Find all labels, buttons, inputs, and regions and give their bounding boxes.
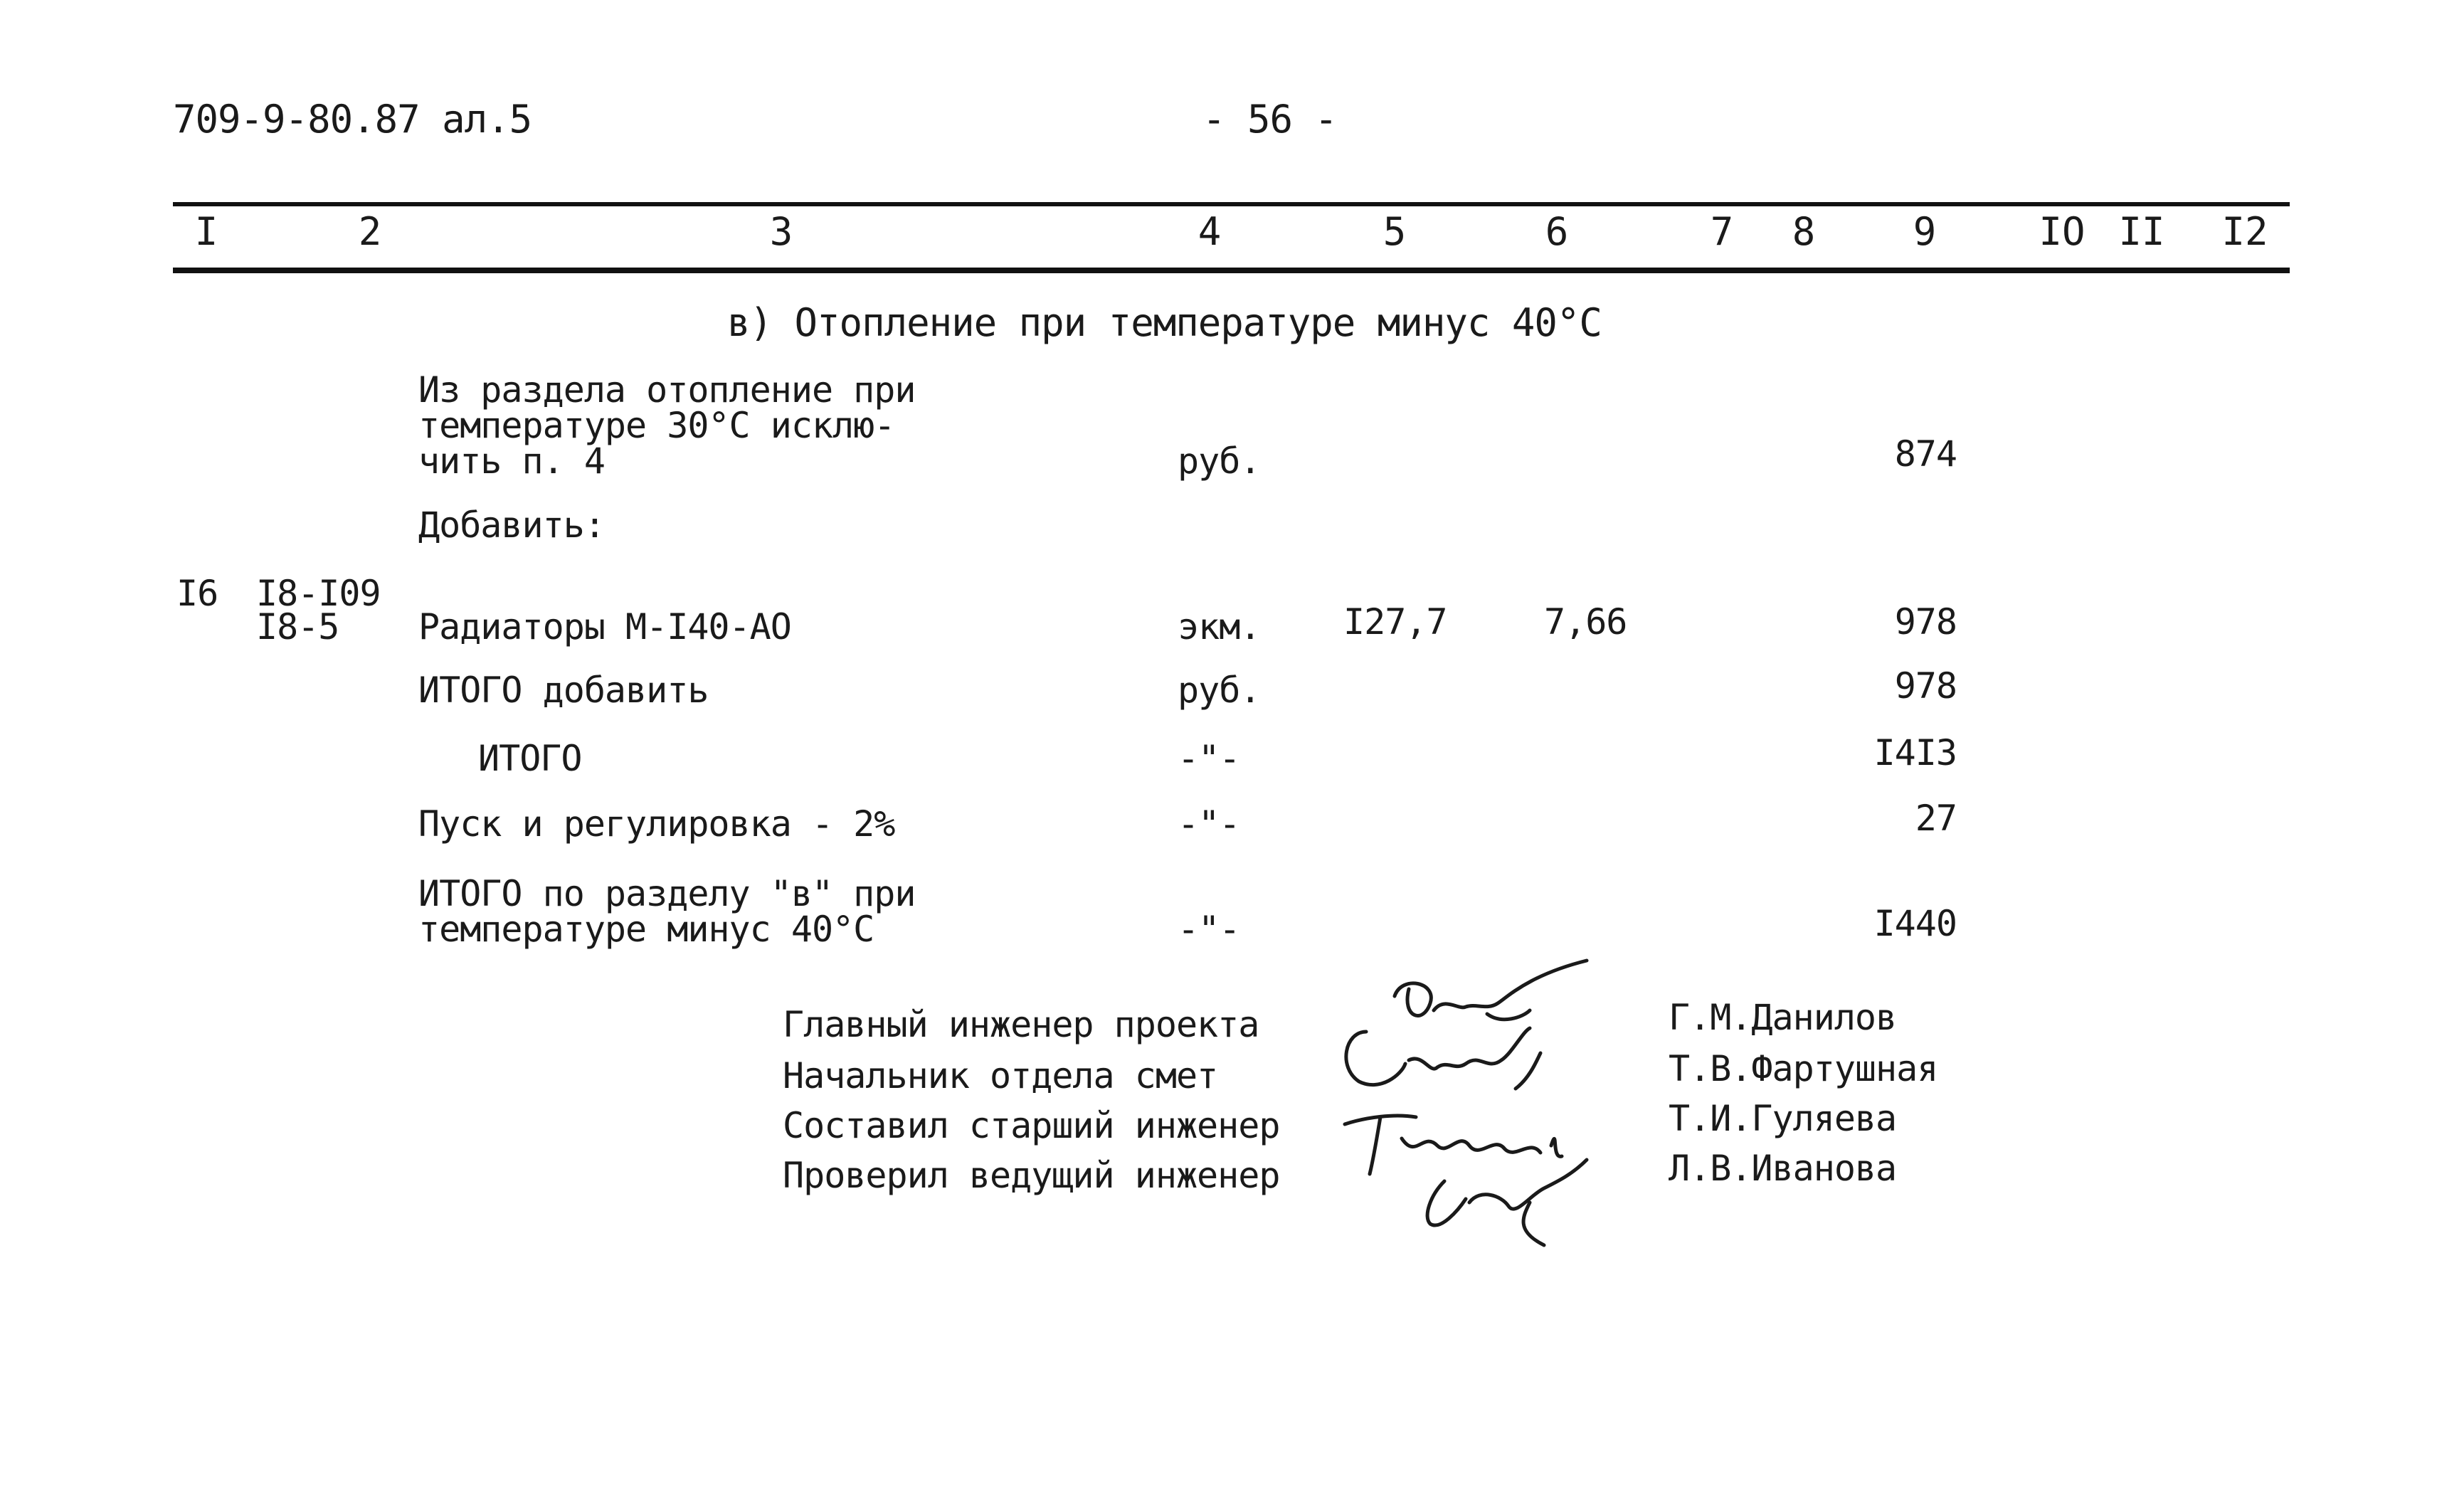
table-header-bottom-rule	[173, 268, 2290, 273]
column-header: I	[194, 209, 218, 254]
row-col6: 7,66	[1544, 601, 1627, 643]
row-unit: -"-	[1178, 803, 1240, 845]
handwritten-signatures	[1316, 946, 1615, 1252]
column-header: 2	[358, 209, 382, 254]
row-total: 874	[1894, 433, 1957, 475]
row-unit: экм.	[1178, 606, 1261, 647]
document-code: 709-9-80.87 ал.5	[173, 97, 532, 142]
row-text: температуре минус 40°С	[418, 909, 874, 950]
row-text: Пуск и регулировка - 2%	[418, 803, 895, 845]
row-unit: руб.	[1178, 440, 1261, 482]
row-text: Из раздела отопление при	[418, 369, 916, 411]
row-text: ИТОГО по разделу "в" при	[418, 873, 916, 914]
column-header: 9	[1913, 209, 1937, 254]
column-header: IO	[2039, 209, 2086, 254]
column-header: 8	[1792, 209, 1816, 254]
row-text: Радиаторы М-I40-АО	[418, 606, 791, 647]
section-title: в) Отопление при температуре минус 40°С	[727, 300, 1602, 345]
signer-role: Составил старший инженер	[783, 1105, 1280, 1146]
row-text: Добавить:	[418, 504, 605, 546]
column-header: I2	[2221, 209, 2268, 254]
signer-role: Главный инженер проекта	[783, 1004, 1259, 1045]
row-total: I4I3	[1873, 732, 1957, 773]
row-total: I440	[1873, 903, 1957, 944]
row-code: I8-I09	[256, 573, 381, 614]
signer-name: Т.И.Гуляева	[1669, 1098, 1897, 1139]
column-header: 7	[1710, 209, 1734, 254]
row-text: ИТОГО добавить	[418, 670, 709, 711]
signer-name: Л.В.Иванова	[1669, 1148, 1897, 1189]
row-unit: руб.	[1178, 670, 1261, 711]
table-top-rule	[173, 202, 2290, 206]
row-total: 978	[1894, 601, 1957, 643]
row-text: чить п. 4	[418, 440, 605, 482]
column-header: II	[2118, 209, 2165, 254]
row-col5: I27,7	[1343, 601, 1447, 643]
column-header: 5	[1383, 209, 1407, 254]
row-text: температуре 30°С исклю-	[418, 405, 895, 446]
row-unit: -"-	[1178, 909, 1240, 950]
signer-role: Проверил ведущий инженер	[783, 1155, 1280, 1196]
row-total: 27	[1915, 798, 1957, 839]
column-header: 3	[769, 209, 793, 254]
signer-role: Начальник отдела смет	[783, 1055, 1218, 1096]
row-number: I6	[176, 573, 218, 614]
row-total: 978	[1894, 665, 1957, 707]
column-header: 4	[1198, 209, 1222, 254]
page-number: - 56 -	[1202, 97, 1338, 142]
signer-name: Т.В.Фартушная	[1669, 1048, 1938, 1089]
signer-name: Г.М.Данилов	[1669, 997, 1897, 1038]
column-header: 6	[1545, 209, 1569, 254]
row-text: ИТОГО	[478, 738, 582, 779]
row-code: I8-5	[256, 606, 339, 647]
row-unit: -"-	[1178, 738, 1240, 779]
